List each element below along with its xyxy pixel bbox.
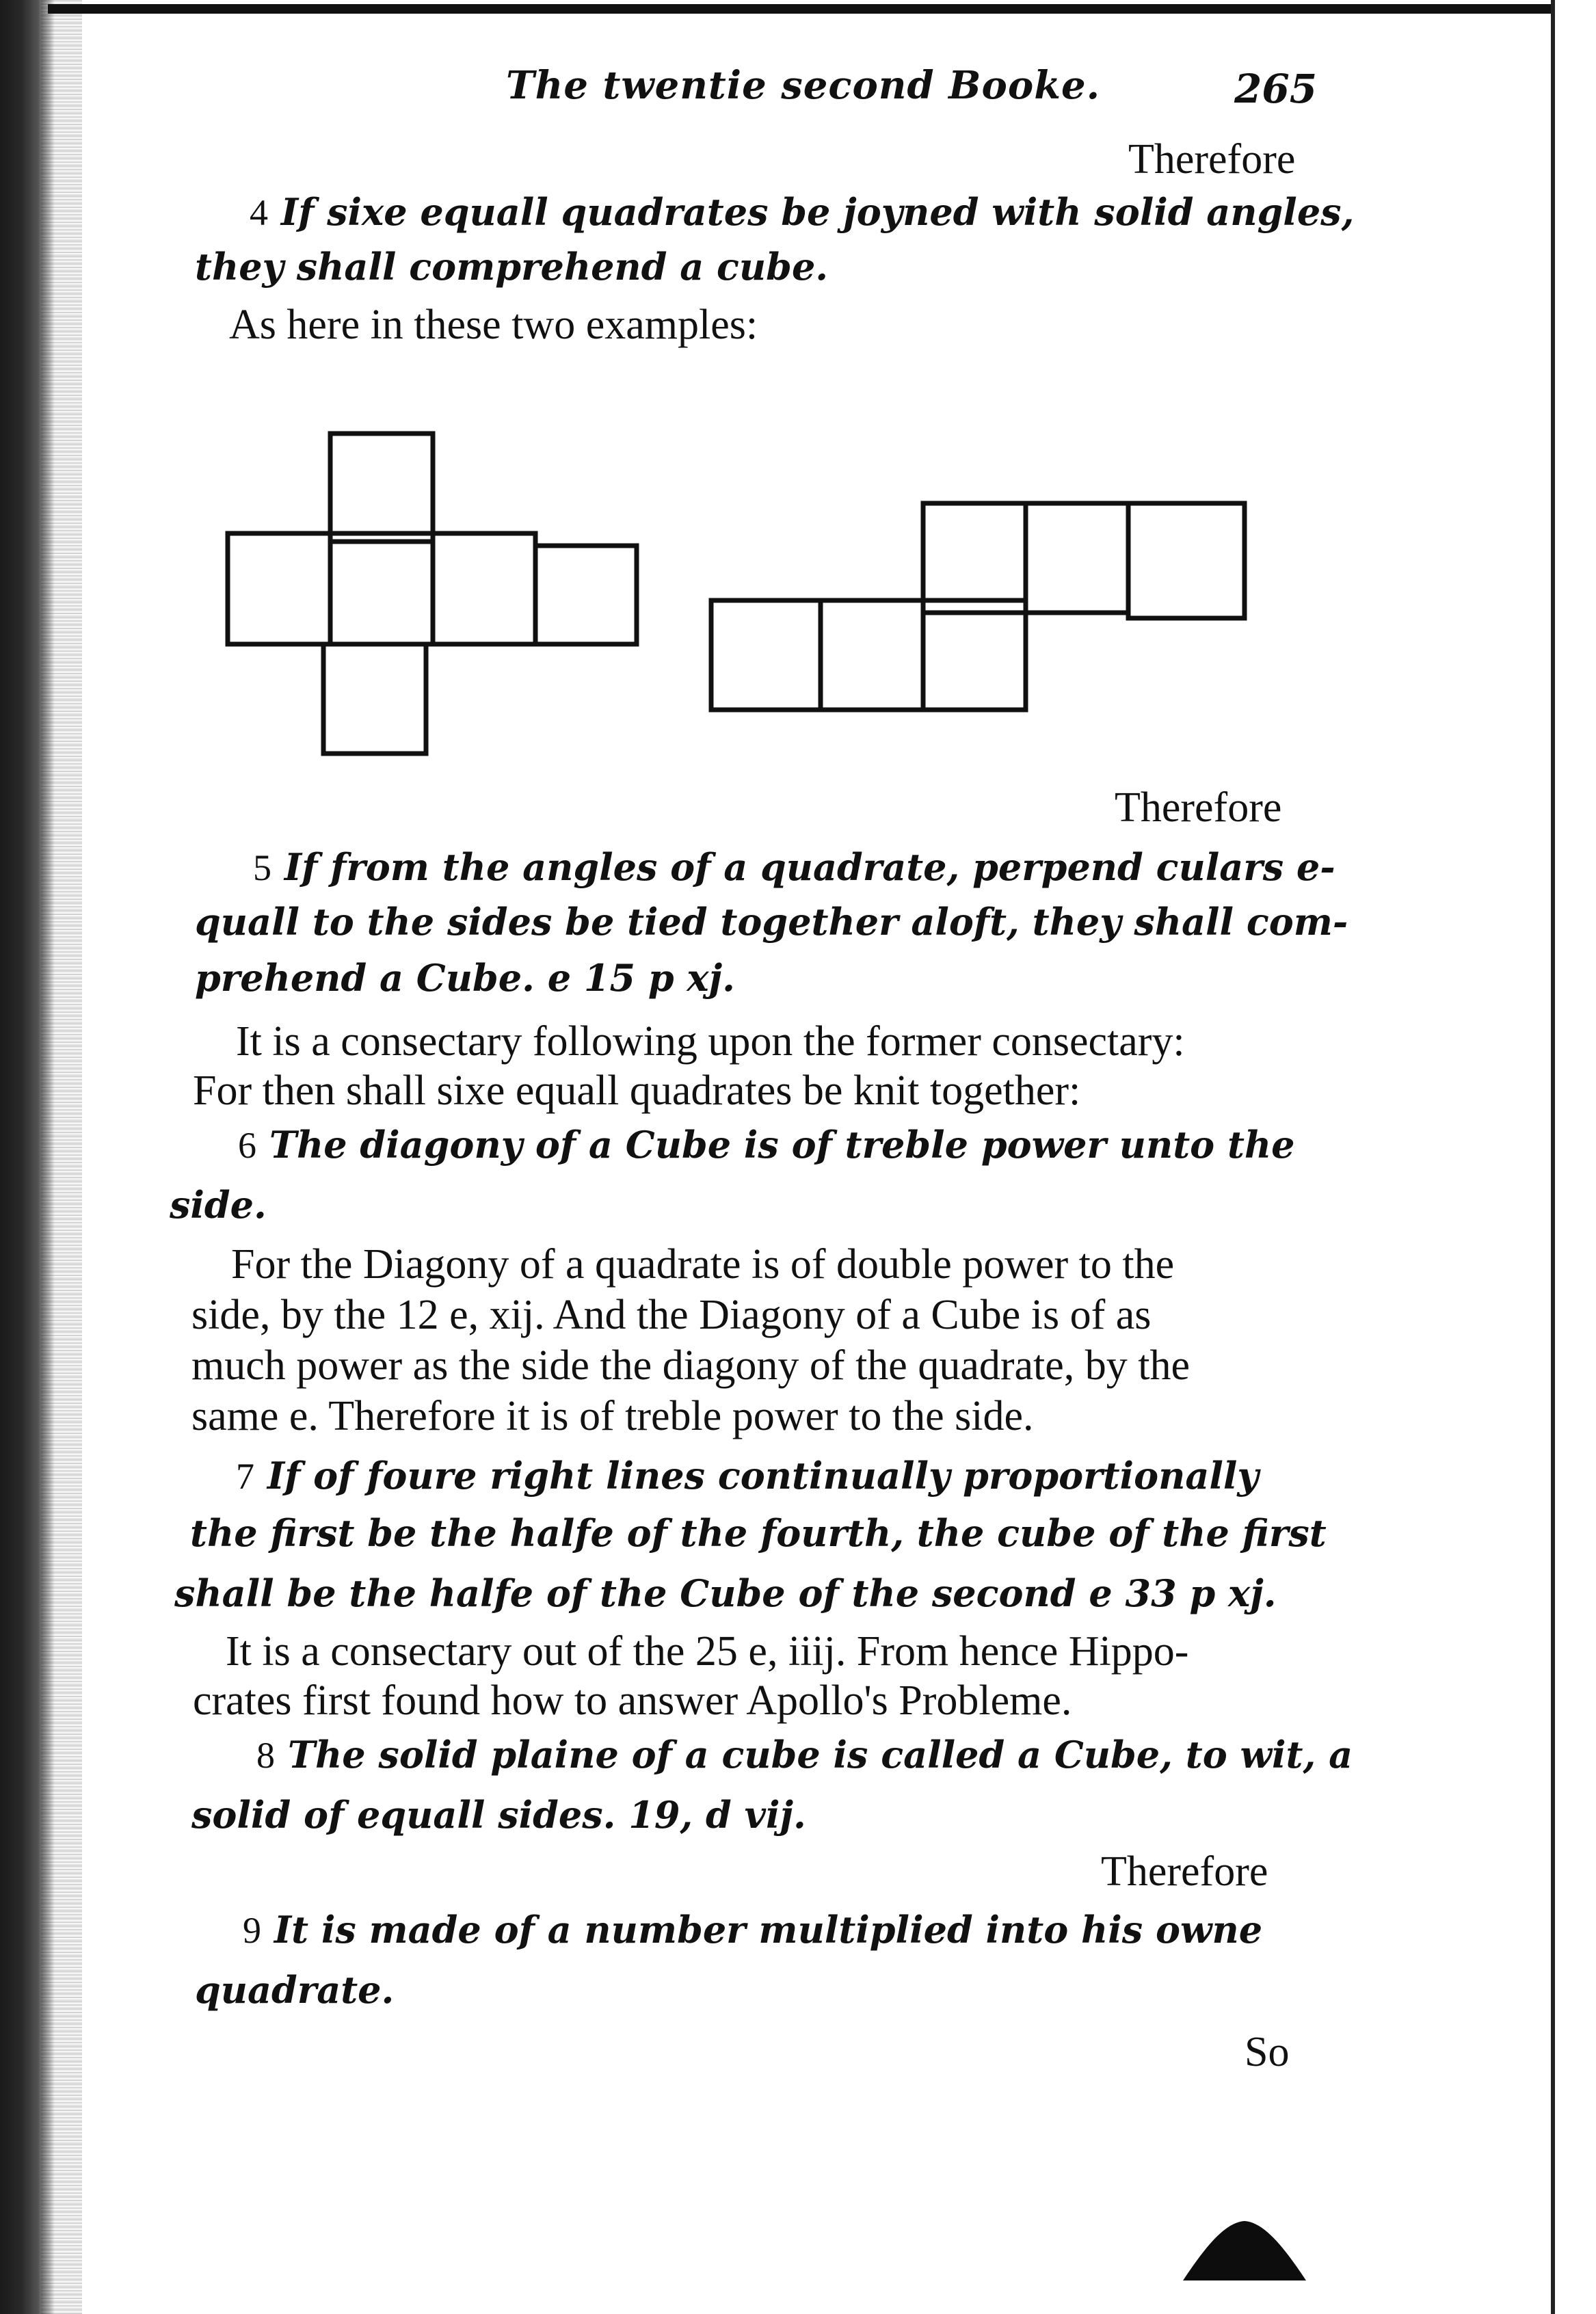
prop-6-comment-line-4: same e. Therefore it is of treble power to the side. <box>191 1393 1034 1439</box>
page-number: 265 <box>1234 66 1318 112</box>
net2-square-top-2 <box>1026 503 1128 613</box>
prop-5-comment-line-2: For then shall sixe equall quadrates be knit together: <box>193 1067 1081 1114</box>
net1-square-right <box>433 533 535 644</box>
prop-5-line-2: quall to the sides be tied together aloft, they shall com- <box>195 900 1348 944</box>
catchword-so: So <box>1245 2029 1290 2075</box>
prop-9-line-2: quadrate. <box>195 1968 395 2012</box>
prop-5-text-1: If from the angles of a quadrate, perpend culars e- <box>284 845 1335 889</box>
prop-6-comment-line-2: side, by the 12 e, xij. And the Diagony of a Cube is of as <box>191 1292 1152 1338</box>
net1-square-center <box>330 533 433 644</box>
top-edge-rule <box>48 4 1552 14</box>
examples-line: As here in these two examples: <box>229 302 758 348</box>
prop-7-line-2: the first be the halfe of the fourth, the cube of the first <box>190 1511 1327 1555</box>
prop-6-number: 6 <box>238 1125 256 1166</box>
prop-9-text-1: It is made of a number multiplied into his owne <box>274 1908 1263 1952</box>
prop-7-comment-line-1: It is a consectary out of the 25 e, iiij. From hence Hippo- <box>226 1628 1189 1675</box>
net2-square-top-1 <box>923 503 1026 613</box>
net2-square-bottom-3 <box>923 600 1026 710</box>
net2-square-bottom-2 <box>821 600 923 710</box>
catchword-therefore-2: Therefore <box>1115 784 1282 831</box>
prop-9-line-1 <box>243 1908 1262 1952</box>
catchword-therefore-3: Therefore <box>1101 1848 1268 1895</box>
ink-blot-bottom <box>1176 2209 1313 2284</box>
prop-4-line-2: they shall comprehend a cube. <box>195 245 829 289</box>
net2-square-bottom-1 <box>711 600 821 710</box>
prop-6-comment-line-3: much power as the side the diagony of the quadrate, by the <box>191 1342 1190 1389</box>
prop-6-comment-line-1: For the Diagony of a quadrate is of double power to the <box>231 1241 1175 1288</box>
prop-7-line-1 <box>236 1454 1259 1498</box>
prop-6-line-1 <box>238 1123 1295 1167</box>
prop-5-line-1 <box>253 845 1335 889</box>
prop-6-line-2: side. <box>170 1183 267 1227</box>
prop-4-number: 4 <box>250 192 268 233</box>
net1-square-bottom <box>323 644 426 754</box>
net1-square-left <box>228 533 330 644</box>
prop-8-text-1: The solid plaine of a cube is called a Cube, to wit, a <box>287 1733 1353 1777</box>
prop-5-line-3: prehend a Cube. e 15 p xj. <box>195 956 735 1000</box>
catchword-therefore-1: Therefore <box>1128 136 1296 183</box>
cube-net-staircase-diagram <box>704 492 1265 725</box>
prop-8-number: 8 <box>256 1735 275 1776</box>
net1-square-far-right <box>535 546 637 644</box>
prop-8-line-2: solid of equall sides. 19, d vij. <box>191 1793 806 1837</box>
net2-square-top-3 <box>1128 503 1245 618</box>
cube-net-cross-diagram <box>212 424 650 766</box>
prop-5-comment-line-1: It is a consectary following upon the former consectary: <box>236 1018 1185 1065</box>
prop-7-line-3: shall be the halfe of the Cube of the second e 33 p xj. <box>174 1571 1277 1615</box>
prop-5-number: 5 <box>253 847 271 888</box>
right-edge-rule <box>1551 0 1555 2314</box>
prop-4-text-1: If sixe equall quadrates be joyned with solid angles, <box>280 190 1355 234</box>
prop-7-comment-line-2: crates first found how to answer Apollo's Probleme. <box>193 1677 1072 1724</box>
prop-9-number: 9 <box>243 1910 261 1951</box>
prop-4-line-1 <box>250 190 1354 234</box>
prop-6-text-1: The diagony of a Cube is of treble power unto the <box>269 1123 1295 1167</box>
running-title: The twentie second Booke. <box>506 63 1101 108</box>
prop-8-line-1 <box>256 1733 1353 1777</box>
net1-square-top <box>330 434 433 542</box>
gutter-speckle <box>41 0 82 2314</box>
prop-7-number: 7 <box>236 1456 254 1497</box>
prop-7-text-1: If of foure right lines continually proportionally <box>267 1454 1259 1498</box>
